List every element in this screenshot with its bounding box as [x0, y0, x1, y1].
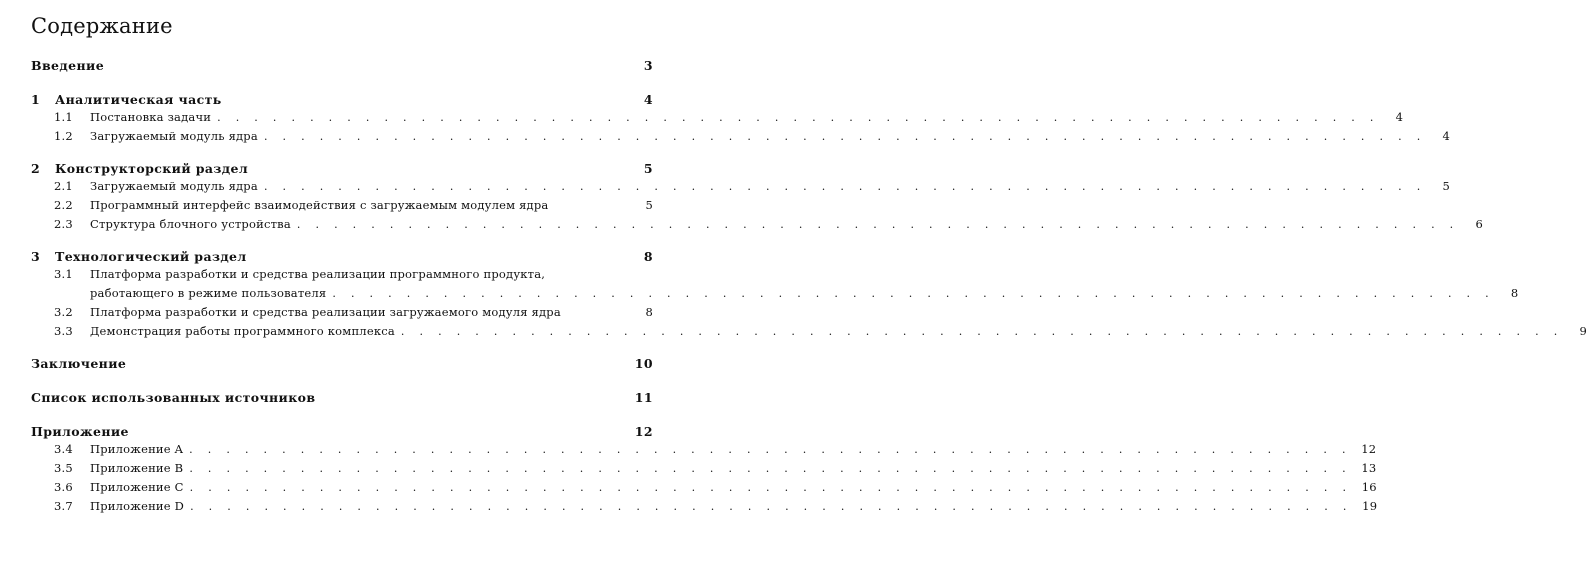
- section-number: 3.6: [54, 480, 73, 494]
- toc-section-3-1[interactable]: [31, 265, 1519, 303]
- toc-chapter-1[interactable]: [31, 91, 653, 108]
- section-title: Приложение C: [90, 480, 184, 494]
- dot-leader: . . . . . . . . . . . . . . . . . . . . . . . . . . . . . . . . . . . . . . . . . . . . . . . . . . . . . . . . . . . . . . .: [296, 218, 1459, 231]
- chapter-number: 1: [31, 92, 41, 107]
- dot-leader: . . . . . . . . . . . . . . . . . . . . . . . . . . . . . . . . . . . . . . . . . . . . . . . . . . . . . . . . . . . . . . .: [217, 111, 1380, 124]
- chapter-title: Аналитическая часть: [55, 92, 222, 107]
- section-page: 8: [645, 305, 653, 319]
- section-number: 3.2: [54, 305, 73, 319]
- toc-chapter-3[interactable]: [31, 248, 653, 265]
- section-title: Приложение D: [90, 499, 185, 513]
- toc-entry-intro[interactable]: [31, 57, 653, 74]
- section-number: 3.5: [54, 461, 73, 475]
- dot-leader: . . . . . . . . . . . . . . . . . . . . . . . . . . . . . . . . . . . . . . . . . . . . . . . . . . . . . . . . . . . . . . .: [189, 462, 1352, 475]
- section-page: 5: [645, 198, 653, 212]
- chapter-title: Конструкторский раздел: [55, 161, 249, 176]
- toc-title: Содержание: [31, 14, 173, 38]
- chapter-number: 3: [31, 249, 41, 264]
- table-of-contents: [31, 14, 1587, 516]
- section-page: 13: [1361, 461, 1377, 475]
- section-page: 5: [1442, 179, 1451, 193]
- toc-appendix-c[interactable]: [31, 478, 1377, 497]
- section-page: 9: [1579, 324, 1587, 338]
- section-number: 2.2: [54, 198, 73, 212]
- section-title: Платформа разработки и средства реализации загружаемого модуля ядра: [90, 305, 561, 319]
- section-number: 3.3: [54, 324, 73, 338]
- chapter-title: Технологический раздел: [55, 249, 247, 264]
- section-number: 3.7: [54, 499, 73, 513]
- section-title: Приложение B: [90, 461, 184, 475]
- dot-leader: . . . . . . . . . . . . . . . . . . . . . . . . . . . . . . . . . . . . . . . . . . . . . . . . . . . . . . . . . . . . . . .: [189, 481, 1352, 494]
- section-title-line2: работающего в режиме пользователя: [90, 286, 327, 300]
- entry-page: 3: [643, 58, 653, 73]
- section-page: 8: [1510, 286, 1519, 300]
- section-title: Программный интерфейс взаимодействия с загружаемым модулем ядра: [90, 198, 549, 212]
- toc-section-1-1[interactable]: [31, 108, 1404, 127]
- toc-chapter-2[interactable]: [31, 160, 653, 177]
- section-number: 2.3: [54, 217, 73, 231]
- section-page: 4: [1395, 110, 1404, 124]
- entry-page: 12: [634, 424, 653, 439]
- entry-title: Введение: [31, 58, 105, 73]
- chapter-page: 4: [643, 92, 653, 107]
- chapter-number: 2: [31, 161, 41, 176]
- toc-appendix-d[interactable]: [31, 497, 1378, 516]
- toc-appendix-a[interactable]: [31, 440, 1377, 459]
- section-number: 3.1: [54, 267, 73, 281]
- section-number: 3.4: [54, 442, 73, 456]
- toc-section-3-2[interactable]: [31, 303, 653, 322]
- chapter-page: 5: [643, 161, 653, 176]
- section-page: 16: [1361, 480, 1377, 494]
- section-page: 4: [1442, 129, 1451, 143]
- entry-title: Заключение: [31, 356, 127, 371]
- section-page: 19: [1362, 499, 1378, 513]
- toc-section-3-3[interactable]: [31, 322, 1587, 341]
- entry-page: 10: [634, 356, 653, 371]
- toc-section-2-1[interactable]: [31, 177, 1451, 196]
- toc-entry-appendix[interactable]: [31, 423, 653, 440]
- section-title-line1: Платформа разработки и средства реализации программного продукта,: [90, 267, 546, 281]
- section-page: 12: [1361, 442, 1377, 456]
- dot-leader: . . . . . . . . . . . . . . . . . . . . . . . . . . . . . . . . . . . . . . . . . . . . . . . . . . . . . . . . . . . . . . .: [190, 500, 1353, 513]
- toc-appendix-b[interactable]: [31, 459, 1377, 478]
- dot-leader: . . . . . . . . . . . . . . . . . . . . . . . . . . . . . . . . . . . . . . . . . . . . . . . . . . . . . . . . . . . . . . .: [189, 443, 1352, 456]
- entry-page: 11: [634, 390, 653, 405]
- toc-section-2-3[interactable]: [31, 215, 1483, 234]
- toc-entry-conclusion[interactable]: [31, 355, 653, 372]
- entry-title: Список использованных источников: [31, 390, 316, 405]
- toc-entry-references[interactable]: [31, 389, 653, 406]
- dot-leader: . . . . . . . . . . . . . . . . . . . . . . . . . . . . . . . . . . . . . . . . . . . . . . . . . . . . . . . . . . . . . . .: [332, 287, 1495, 300]
- section-title: Загружаемый модуль ядра: [90, 179, 258, 193]
- section-number: 1.2: [54, 129, 73, 143]
- section-title: Загружаемый модуль ядра: [90, 129, 258, 143]
- section-title: Демонстрация работы программного комплекса: [90, 324, 395, 338]
- dot-leader: . . . . . . . . . . . . . . . . . . . . . . . . . . . . . . . . . . . . . . . . . . . . . . . . . . . . . . . . . . . . . . .: [400, 325, 1563, 338]
- toc-section-2-2[interactable]: [31, 196, 653, 215]
- section-number: 2.1: [54, 179, 73, 193]
- toc-section-1-2[interactable]: [31, 127, 1451, 146]
- section-title: Структура блочного устройства: [90, 217, 291, 231]
- chapter-page: 8: [643, 249, 653, 264]
- section-title: Постановка задачи: [90, 110, 212, 124]
- dot-leader: . . . . . . . . . . . . . . . . . . . . . . . . . . . . . . . . . . . . . . . . . . . . . . . . . . . . . . . . . . . . . . .: [263, 180, 1427, 193]
- section-page: 6: [1475, 217, 1483, 231]
- section-number: 1.1: [54, 110, 73, 124]
- dot-leader: . . . . . . . . . . . . . . . . . . . . . . . . . . . . . . . . . . . . . . . . . . . . . . . . . . . . . . . . . . . . . . .: [263, 130, 1427, 143]
- entry-title: Приложение: [31, 424, 129, 439]
- section-title: Приложение A: [90, 442, 184, 456]
